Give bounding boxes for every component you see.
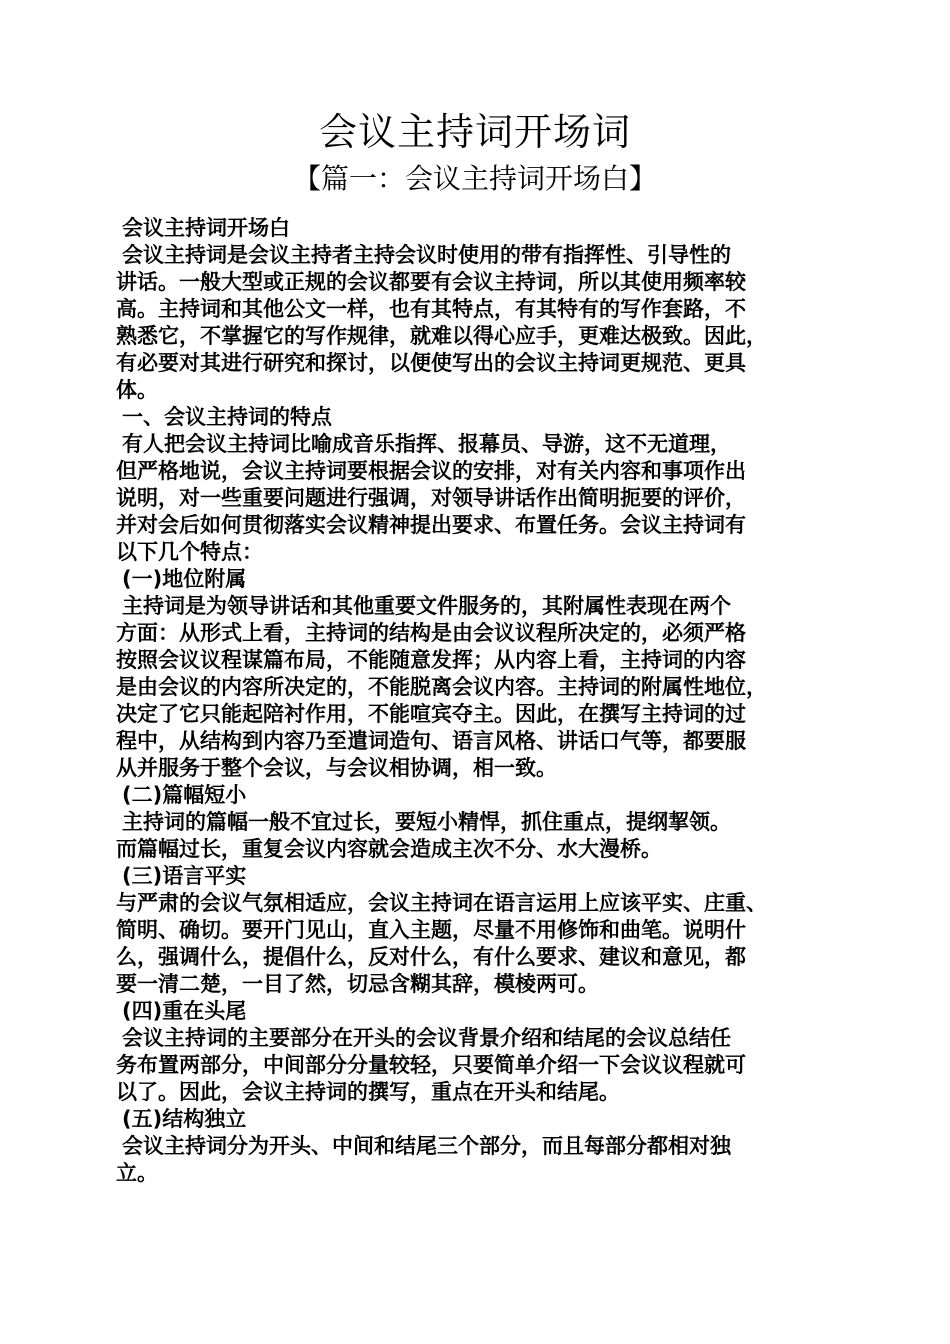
body-line: 并对会后如何贯彻落实会议精神提出要求、布置任务。会议主持词有 <box>116 513 746 537</box>
body-line: 讲话。一般大型或正规的会议都要有会议主持词，所以其使用频率较 <box>116 270 746 294</box>
body-line: 会议主持词开场白 <box>122 216 290 240</box>
body-line: 与严肃的会议气氛相适应，会议主持词在语言运用上应该平实、庄重、 <box>116 891 767 915</box>
body-line: 务布置两部分，中间部分分量较轻，只要简单介绍一下会议议程就可 <box>116 1053 746 1077</box>
body-line: 说明，对一些重要问题进行强调，对领导讲话作出简明扼要的评价， <box>116 486 746 510</box>
body-line: 方面：从形式上看，主持词的结构是由会议议程所决定的，必须严格 <box>116 621 746 645</box>
body-line: 有人把会议主持词比喻成音乐指挥、报幕员、导游，这不无道理， <box>122 432 731 456</box>
body-line: 程中，从结构到内容乃至遣词造句、语言风格、讲话口气等，都要服 <box>116 729 746 753</box>
body-line: 会议主持词分为开头、中间和结尾三个部分，而且每部分都相对独 <box>122 1134 731 1158</box>
body-line: 以下几个特点： <box>116 540 263 564</box>
body-line: 高。主持词和其他公文一样，也有其特点，有其特有的写作套路，不 <box>116 297 746 321</box>
body-line: (四)重在头尾 <box>122 999 247 1023</box>
body-line: 会议主持词的主要部分在开头的会议背景介绍和结尾的会议总结任 <box>122 1026 731 1050</box>
document-subtitle: 【篇一：会议主持词开场白】 <box>292 162 657 195</box>
body-line: 立。 <box>116 1161 158 1185</box>
body-line: 有必要对其进行研究和探讨，以便使写出的会议主持词更规范、更具 <box>116 351 746 375</box>
body-line: 会议主持词是会议主持者主持会议时使用的带有指挥性、引导性的 <box>122 243 731 267</box>
body-line: (五)结构独立 <box>122 1107 247 1131</box>
body-line: 按照会议议程谋篇布局，不能随意发挥；从内容上看，主持词的内容 <box>116 648 746 672</box>
body-line: (三)语言平实 <box>122 864 247 888</box>
body-line: 体。 <box>116 378 158 402</box>
body-line: (一)地位附属 <box>122 567 247 591</box>
body-line: (二)篇幅短小 <box>122 783 247 807</box>
body-line: 一、会议主持词的特点 <box>122 405 332 429</box>
document-body <box>116 215 846 1187</box>
body-line: 简明、确切。要开门见山，直入主题，尽量不用修饰和曲笔。说明什 <box>116 918 746 942</box>
body-line: 主持词的篇幅一般不宜过长，要短小精悍，抓住重点，提纲挈领。 <box>122 810 731 834</box>
body-line: 主持词是为领导讲话和其他重要文件服务的，其附属性表现在两个 <box>122 594 731 618</box>
body-line: 是由会议的内容所决定的，不能脱离会议内容。主持词的附属性地位， <box>116 675 767 699</box>
body-line: 决定了它只能起陪衬作用，不能喧宾夺主。因此，在撰写主持词的过 <box>116 702 746 726</box>
body-line: 但严格地说，会议主持词要根据会议的安排，对有关内容和事项作出 <box>116 459 746 483</box>
document-title: 会议主持词开场词 <box>318 110 631 154</box>
body-line: 以了。因此，会议主持词的撰写，重点在开头和结尾。 <box>116 1080 620 1104</box>
body-line: 从并服务于整个会议，与会议相协调，相一致。 <box>116 756 557 780</box>
body-line: 熟悉它，不掌握它的写作规律，就难以得心应手，更难达极致。因此， <box>116 324 767 348</box>
body-line: 么，强调什么，提倡什么，反对什么，有什么要求、建议和意见，都 <box>116 945 746 969</box>
body-line: 要一清二楚，一目了然，切忌含糊其辞，模棱两可。 <box>116 972 599 996</box>
body-line: 而篇幅过长，重复会议内容就会造成主次不分、水大漫桥。 <box>116 837 662 861</box>
